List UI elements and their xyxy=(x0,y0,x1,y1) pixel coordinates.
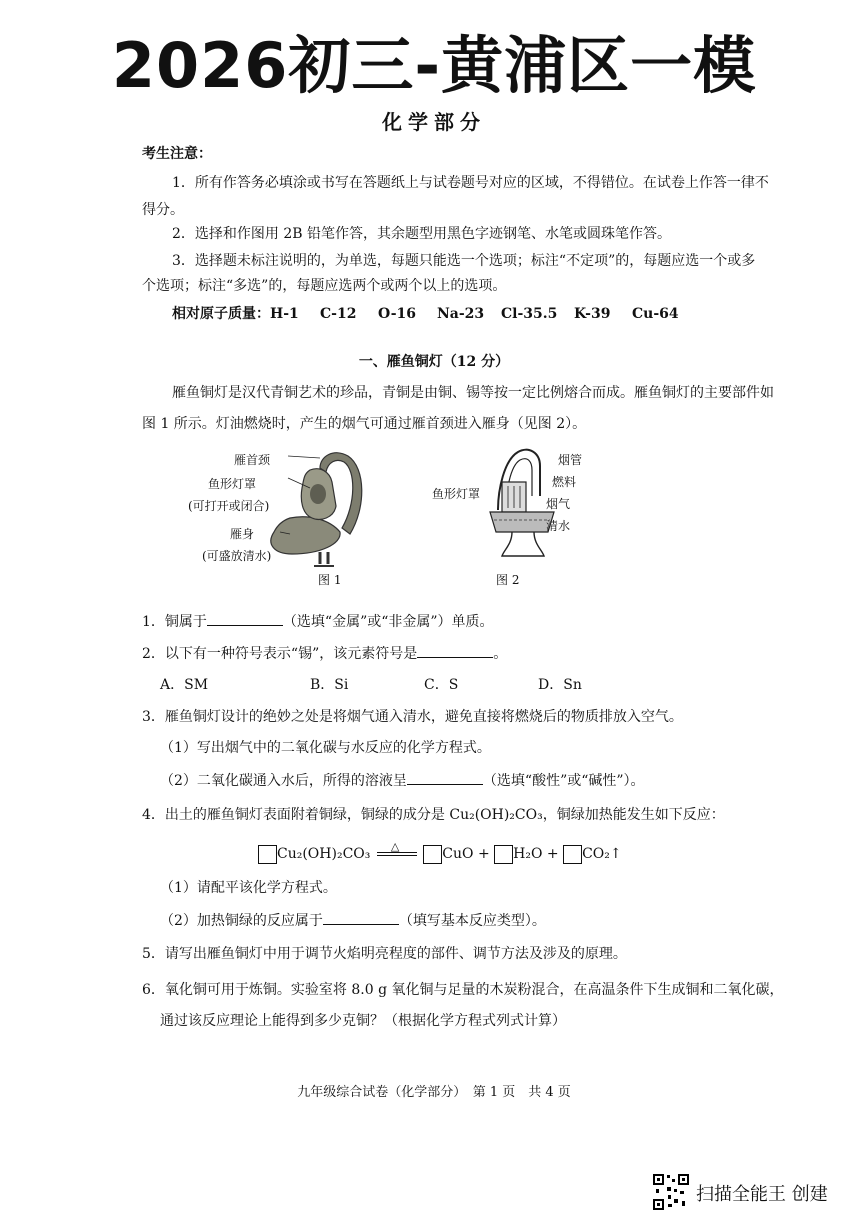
atomic-mass-h: H-1 xyxy=(270,306,299,322)
fig2-label-pipe: 烟管 xyxy=(558,453,583,467)
q1-answer-blank[interactable] xyxy=(207,611,283,626)
notice-item-3: 3．选择题未标注说明的，为单选，每题只能选一个选项；标注“不定项”的，每题应选一个或多 xyxy=(172,253,756,269)
q2-option-a: A．SM xyxy=(160,677,209,693)
question-5: 5．请写出雁鱼铜灯中用于调节火焰明亮程度的部件、调节方法及涉及的原理。 xyxy=(142,946,627,962)
fig2-label-fuel: 燃料 xyxy=(552,475,577,489)
notice-heading: 考生注意： xyxy=(142,146,212,162)
eq-product-co2: CO₂↑ xyxy=(582,846,622,862)
question-3: 3．雁鱼铜灯设计的绝妙之处是将烟气通入清水，避免直接将燃烧后的物质排放入空气。 xyxy=(142,709,683,725)
question-4: 4．出土的雁鱼铜灯表面附着铜绿，铜绿的成分是 Cu₂(OH)₂CO₃，铜绿加热能发生如下反应： xyxy=(142,807,725,823)
q3-2-text: （2）二氧化碳通入水后，所得的溶液呈 xyxy=(160,773,407,789)
page-footer: 九年级综合试卷（化学部分） 第 1 页 共 4 页 xyxy=(297,1085,571,1100)
eq-product-h2o: H₂O + xyxy=(513,846,559,862)
q1-text: 1．铜属于 xyxy=(142,614,207,630)
question-4-1: （1）请配平该化学方程式。 xyxy=(160,880,337,896)
fig1-label-shade: 鱼形灯罩 xyxy=(208,477,257,491)
q2-option-b: B．Si xyxy=(310,677,349,693)
atomic-mass-cl: Cl-35.5 xyxy=(501,306,558,322)
q2-text-after: 。 xyxy=(493,646,508,662)
fig1-label-body: 雁身 xyxy=(230,527,255,541)
question-6-cont: 通过该反应理论上能得到多少克铜？（根据化学方程式列式计算） xyxy=(160,1013,566,1029)
section-intro: 雁鱼铜灯是汉代青铜艺术的珍品，青铜是由铜、锡等按一定比例熔合而成。雁鱼铜灯的主要部件如 xyxy=(172,385,774,401)
eq-product-cuo: CuO + xyxy=(442,846,490,862)
eq-coef-co2-box[interactable] xyxy=(563,845,582,864)
question-2 xyxy=(142,643,507,664)
question-1 xyxy=(142,611,494,632)
fig2-label-shade: 鱼形灯罩 xyxy=(432,487,481,501)
chemical-equation xyxy=(258,840,622,864)
q4-2-text: （2）加热铜绿的反应属于 xyxy=(160,913,323,929)
notice-item-1-cont: 得分。 xyxy=(142,202,184,218)
notice-item-2: 2．选择和作图用 2B 铅笔作答，其余题型用黑色字迹钢笔、水笔或圆珠笔作答。 xyxy=(172,226,672,242)
q3-2-answer-blank[interactable] xyxy=(407,770,483,785)
eq-reactant: Cu₂(OH)₂CO₃ xyxy=(277,846,371,862)
question-4-2 xyxy=(160,910,546,931)
eq-coef-h2o-box[interactable] xyxy=(494,845,513,864)
atomic-mass-cu: Cu-64 xyxy=(632,306,679,322)
fig1-label-neck: 雁首颈 xyxy=(234,453,271,467)
eq-coef-cuo-box[interactable] xyxy=(423,845,442,864)
atomic-mass-label: 相对原子质量： xyxy=(172,306,270,322)
fig1-caption: 图 1 xyxy=(318,573,342,587)
fig2-caption: 图 2 xyxy=(496,573,520,587)
eq-arrow xyxy=(375,840,419,861)
fig1-label-shade-note: (可打开或闭合) xyxy=(188,499,270,513)
atomic-mass-c: C-12 xyxy=(320,306,357,322)
figure-1 xyxy=(170,448,390,588)
fig1-label-body-note: (可盛放清水) xyxy=(202,549,272,563)
q2-option-d: D．Sn xyxy=(538,677,582,693)
q2-option-c: C．S xyxy=(424,677,459,693)
q2-text: 2．以下有一种符号表示“锡”，该元素符号是 xyxy=(142,646,418,662)
question-3-2 xyxy=(160,770,645,791)
eq-heat-symbol: △ xyxy=(390,840,400,853)
page-subtitle: 化学部分 xyxy=(382,110,486,134)
question-6: 6．氧化铜可用于炼铜。实验室将 8.0 g 氧化铜与足量的木炭粉混合，在高温条件下生成铜和二氧化碳， xyxy=(142,982,784,998)
q4-2-text-after: （填写基本反应类型）。 xyxy=(398,913,546,929)
fig2-label-water: 清水 xyxy=(546,519,571,533)
question-3-1: （1）写出烟气中的二氧化碳与水反应的化学方程式。 xyxy=(160,740,491,756)
q3-2-text-after: （选填“酸性”或“碱性”）。 xyxy=(482,773,645,789)
scanner-watermark: 扫描全能王 创建 xyxy=(696,1184,828,1205)
notice-item-1: 1．所有作答务必填涂或书写在答题纸上与试卷题号对应的区域，不得错位。在试卷上作答一律不 xyxy=(172,175,769,191)
eq-coef-reactant-box[interactable] xyxy=(258,845,277,864)
q2-answer-blank[interactable] xyxy=(417,643,493,658)
fig2-label-smoke: 烟气 xyxy=(546,497,571,511)
atomic-mass-na: Na-23 xyxy=(437,306,485,322)
section-heading: 一、雁鱼铜灯（12 分） xyxy=(358,354,510,370)
atomic-mass-o: O-16 xyxy=(378,306,417,322)
atomic-mass-k: K-39 xyxy=(574,306,611,322)
page-title: 2026初三-黄浦区一模 xyxy=(111,29,757,102)
q1-text-after: （选填“金属”或“非金属”）单质。 xyxy=(282,614,494,630)
qr-code-icon xyxy=(652,1173,690,1211)
section-intro-cont: 图 1 所示。灯油燃烧时，产生的烟气可通过雁首颈进入雁身（见图 2）。 xyxy=(142,416,587,432)
notice-item-3-cont: 个选项；标注“多选”的，每题应选两个或两个以上的选项。 xyxy=(142,278,507,294)
q4-2-answer-blank[interactable] xyxy=(323,910,399,925)
